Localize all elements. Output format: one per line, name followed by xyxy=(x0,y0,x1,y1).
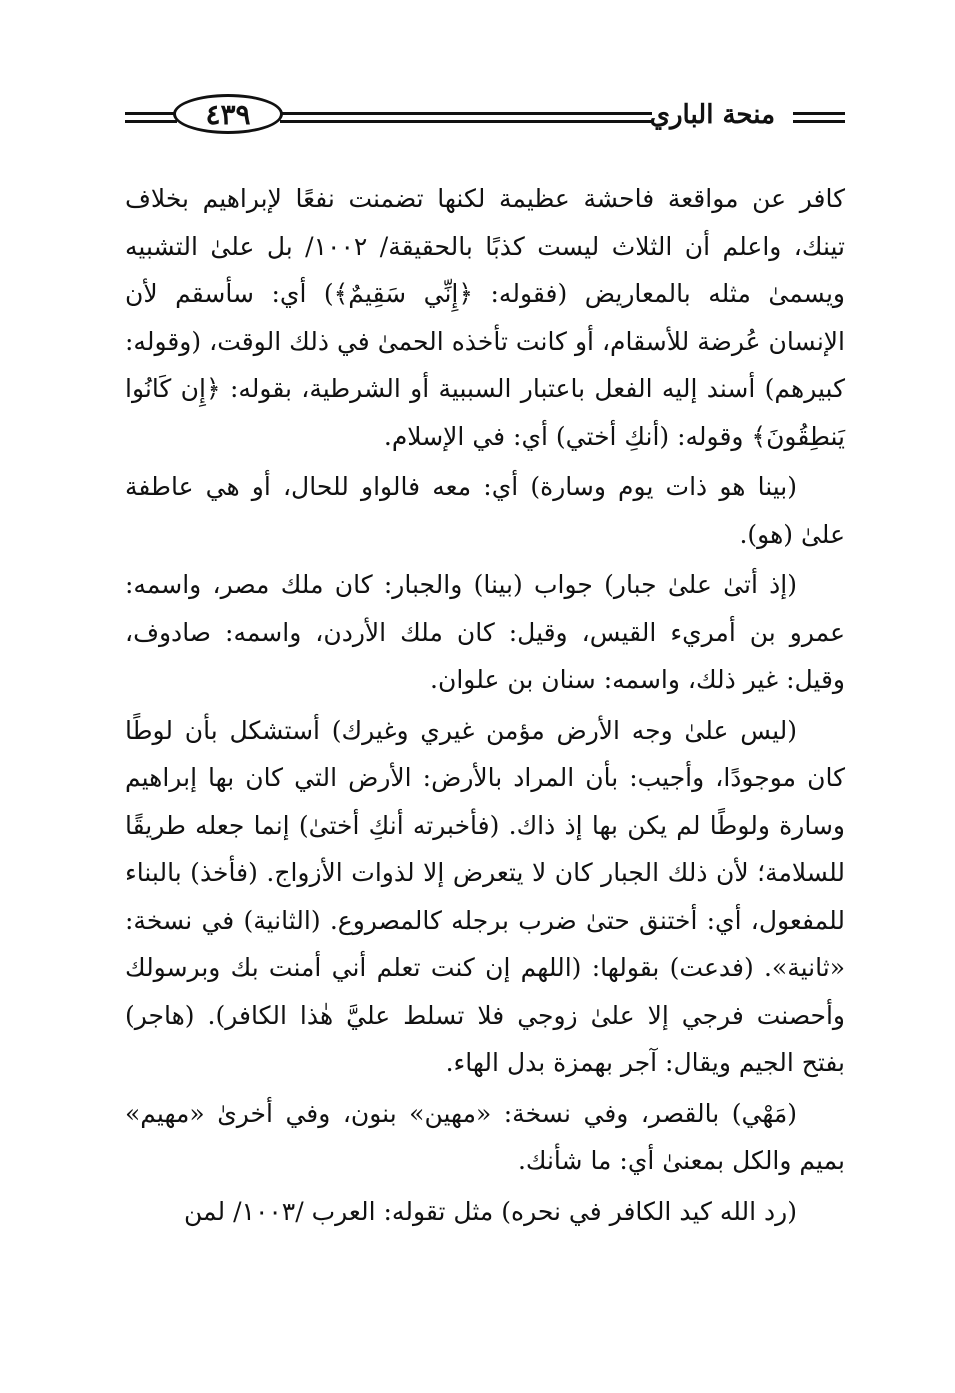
paragraph-5: (مَهْي) بالقصر، وفي نسخة: «مهين» بنون، وفي أخرىٰ «مهيم» بميم والكل بمعنىٰ أي: ما شأنك. xyxy=(125,1098,845,1175)
paragraph-4: (ليس علىٰ وجه الأرض مؤمن غيري وغيرك) أستشكل بأن لوطًا كان موجودًا، وأجيب: بأن المراد بالأرض: الأرض التي كان بها إبراهيم وسارة ولوطًا لم يكن بها إذ ذاك. (فأخبرته أنكِ أختىٰ) إنما جعله طريقًا للسلامة؛ لأن ذلك الجبار كان لا يتعرض إلا لذوات الأزواج. (فأخذ) بالبناء للمفعول، أي: أختنق حتىٰ ضرب برجله كالمصروع. (الثانية) في نسخة: «ثانية». (فدعت) بقولها: (اللهم إن كنت تعلم أني أمنت بك وبرسولك وأحصنت فرجي إلا علىٰ زوجي فلا تسلط عليَّ هٰذا الكافر). (هاجر) بفتح الجيم ويقال: آجر بهمزة بدل الهاء. xyxy=(125,715,845,1077)
running-title: منحة الباري xyxy=(649,100,775,130)
page-header xyxy=(125,94,845,154)
header-rule-mid-top xyxy=(280,112,652,115)
header-rule-right-top xyxy=(793,112,845,115)
paragraph-2: (بينا هو ذات يوم وسارة) أي: معه فالواو للحال، أو هي عاطفة علىٰ (هو). xyxy=(125,472,845,549)
header-rule-left-bottom xyxy=(125,120,177,123)
paragraph-1: كافر عن مواقعة فاحشة عظيمة لكنها تضمنت نفعًا لإبراهيم بخلاف تينك، واعلم أن الثلاث ليست كذبًا بالحقيقة/ ١٠٠٢/ بل علىٰ التشبيه ويسمىٰ مثله بالمعاريض (فقوله: ﴿إِنِّي سَقِيمٌ﴾) أي: سأسقم لأن الإنسان عُرضة للأسقام، أو كانت تأخذه الحمىٰ في ذلك الوقت، (وقوله: كبيرهم) أسند إليه الفعل باعتبار السببية أو الشرطية، بقوله: ﴿إِن كَانُوا يَنطِقُونَ﴾ وقوله: (أنكِ أختي) أي: في الإسلام. xyxy=(125,184,845,451)
header-rule-right-bottom xyxy=(793,120,845,123)
page-body xyxy=(125,175,845,1235)
page-number: ٤٣٩ xyxy=(173,94,283,134)
header-rule-left-top xyxy=(125,112,177,115)
header-rule-mid-bottom xyxy=(280,120,652,123)
paragraph-6: (رد الله كيد الكافر في نحره) مثل تقوله: العرب /١٠٠٣/ لمن xyxy=(184,1196,797,1226)
paragraph-3: (إذ أتىٰ علىٰ جبار) جواب (بينا) والجبار: كان ملك مصر، واسمه: عمرو بن أمريء القيس، وقيل: كان ملك الأردن، واسمه: صادوف، وقيل: غير ذلك، واسمه: سنان بن علوان. xyxy=(125,570,845,694)
